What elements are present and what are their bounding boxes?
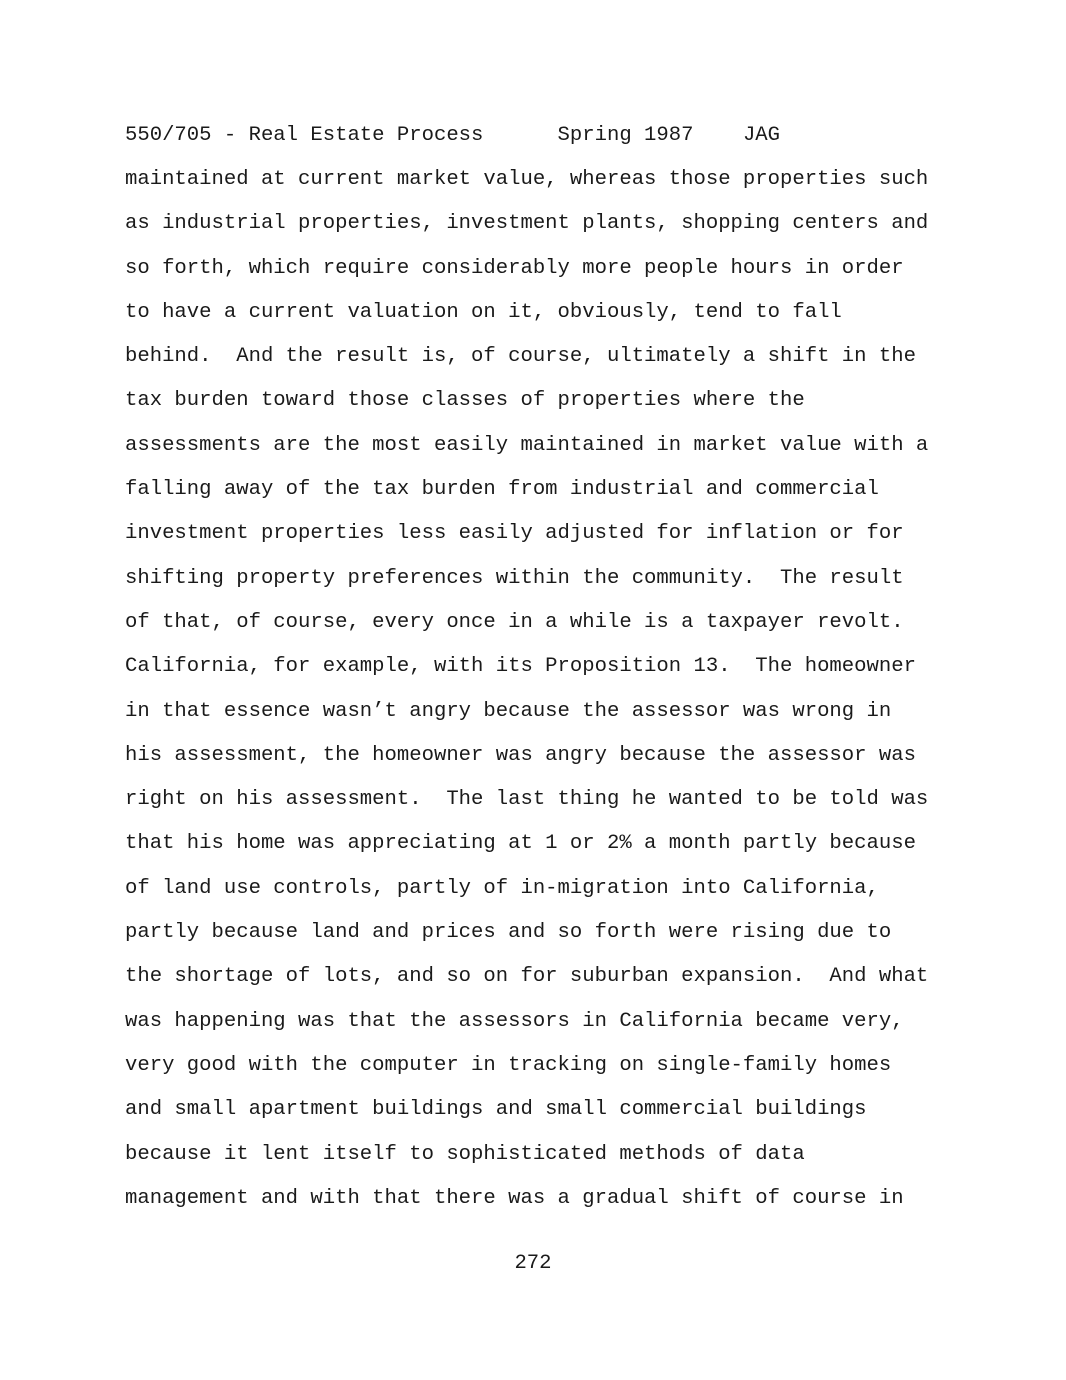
header-term: Spring 1987 — [557, 124, 694, 147]
text-line: so forth, which require considerably more people hours in order — [125, 256, 904, 280]
text-line: tax burden toward those classes of properties where the — [125, 389, 805, 413]
text-line: of land use controls, partly of in-migration into California, — [125, 876, 879, 900]
text-line: maintained at current market value, whereas those properties such — [125, 168, 929, 191]
header-initials: JAG — [742, 124, 781, 147]
text-line: very good with the computer in tracking on single-family homes — [125, 1053, 892, 1077]
text-line: to have a current valuation on it, obviously, tend to fall — [125, 300, 842, 324]
text-line: right on his assessment. The last thing he wanted to be told was — [125, 788, 929, 812]
text-line: of that, of course, every once in a while is a taxpayer revolt. — [125, 610, 904, 634]
text-line: as industrial properties, investment plants, shopping centers and — [125, 212, 929, 236]
text-line: management and with that there was a gradual shift of course in — [125, 1186, 904, 1210]
text-line: the shortage of lots, and so on for suburban expansion. And what — [125, 965, 929, 989]
page-header — [125, 122, 780, 150]
text-line: shifting property preferences within the community. The result — [125, 566, 904, 590]
text-line: behind. And the result is, of course, ultimately a shift in the — [125, 345, 916, 369]
text-line: his assessment, the homeowner was angry because the assessor was — [125, 743, 916, 767]
text-line: investment properties less easily adjusted for inflation or for — [125, 522, 904, 546]
text-line: in that essence wasn’t angry because the assessor was wrong in — [125, 699, 892, 723]
text-line: assessments are the most easily maintained in market value with a — [125, 433, 929, 457]
text-line: falling away of the tax burden from industrial and commercial — [125, 478, 879, 502]
text-line: partly because land and prices and so forth were rising due to — [125, 921, 892, 945]
text-line: and small apartment buildings and small commercial buildings — [125, 1098, 867, 1122]
body-text — [125, 166, 955, 1229]
page-number: 272 — [514, 1252, 552, 1275]
text-line: that his home was appreciating at 1 or 2% a month partly because — [125, 832, 916, 856]
text-line: California, for example, with its Proposition 13. The homeowner — [125, 655, 916, 679]
text-line: because it lent itself to sophisticated methods of data — [125, 1142, 805, 1166]
text-line: was happening was that the assessors in California became very, — [125, 1009, 904, 1033]
header-course: 550/705 - Real Estate Process — [125, 124, 484, 147]
